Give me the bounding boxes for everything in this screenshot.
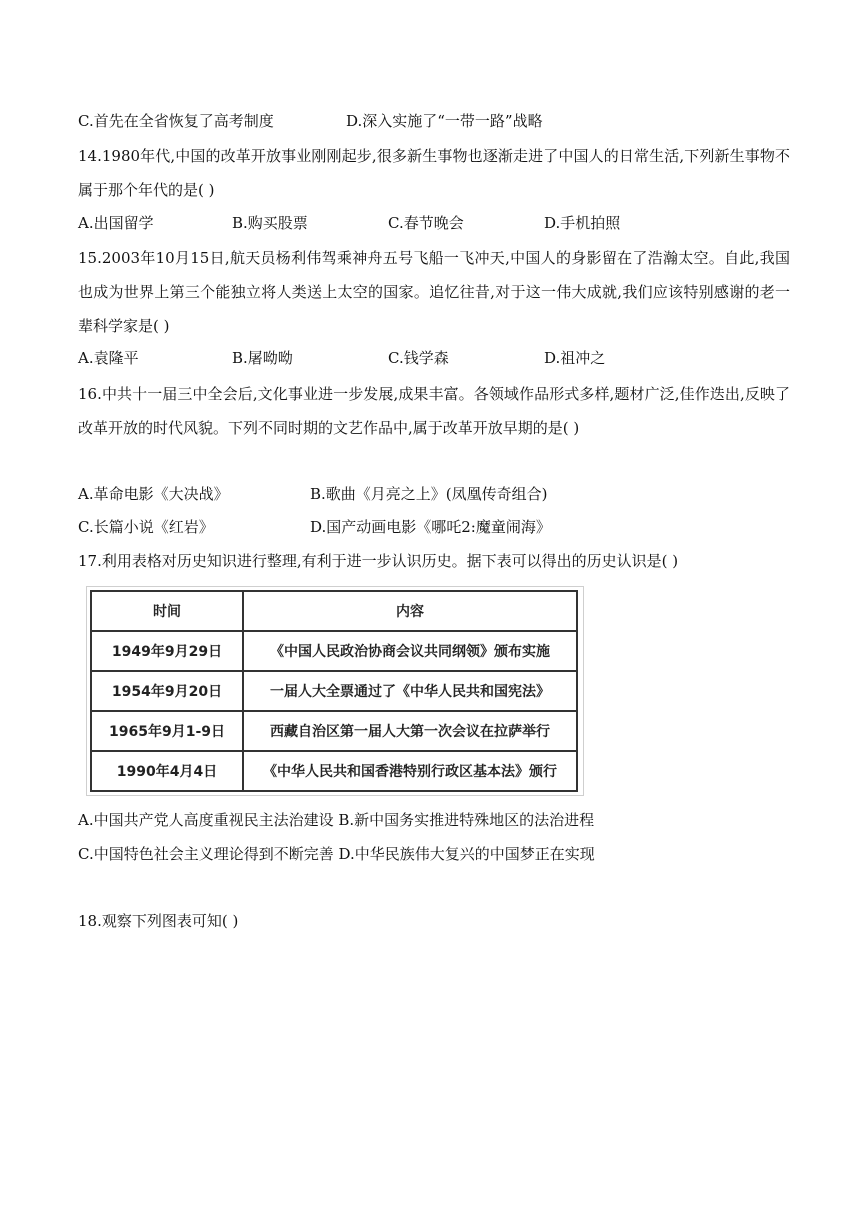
table-cell-content: 《中华人民共和国香港特别行政区基本法》颁行 xyxy=(243,751,577,791)
table-row xyxy=(91,751,577,791)
q15-option-d: D.祖冲之 xyxy=(544,349,606,367)
table-row xyxy=(91,711,577,751)
q17-stem: 17.利用表格对历史知识进行整理,有利于进一步认识历史。据下表可以得出的历史认识是( ) xyxy=(78,552,679,570)
q14-option-d: D.手机拍照 xyxy=(544,214,621,232)
table-cell-content: 一届人大全票通过了《中华人民共和国宪法》 xyxy=(243,671,577,711)
table-cell-time: 1965年9月1-9日 xyxy=(91,711,243,751)
q15-option-b: B.屠呦呦 xyxy=(232,349,293,367)
q16-option-a: A.革命电影《大决战》 xyxy=(78,485,229,503)
table-cell-time: 1954年9月20日 xyxy=(91,671,243,711)
table-cell-time: 1949年9月29日 xyxy=(91,631,243,671)
q14-option-c: C.春节晚会 xyxy=(388,214,464,232)
q16-stem: 16.中共十一届三中全会后,文化事业进一步发展,成果丰富。各领域作品形式多样,题材广泛,佳作迭出,反映了改革开放的时代风貌。下列不同时期的文艺作品中,属于改革开放早期的是( ) xyxy=(78,385,790,437)
q17-options-ab: A.中国共产党人高度重视民主法治建设 B.新中国务实推进特殊地区的法治进程 xyxy=(78,811,595,829)
q14-option-b: B.购买股票 xyxy=(232,214,308,232)
table-cell-time: 1990年4月4日 xyxy=(91,751,243,791)
q16-option-b: B.歌曲《月亮之上》(凤凰传奇组合) xyxy=(310,485,548,503)
table-cell-content: 西藏自治区第一届人大第一次会议在拉萨举行 xyxy=(243,711,577,751)
table-header-content: 内容 xyxy=(243,591,577,631)
table-header-time: 时间 xyxy=(91,591,243,631)
table-cell-content: 《中国人民政治协商会议共同纲领》颁布实施 xyxy=(243,631,577,671)
q15-option-c: C.钱学森 xyxy=(388,349,449,367)
q18-stem: 18.观察下列图表可知( ) xyxy=(78,912,239,930)
q13-option-c: C.首先在全省恢复了高考制度 xyxy=(78,112,274,130)
table-row xyxy=(91,631,577,671)
table-row xyxy=(91,671,577,711)
q13-option-d: D.深入实施了“一带一路”战略 xyxy=(346,112,543,130)
q15-stem: 15.2003年10月15日,航天员杨利伟驾乘神舟五号飞船一飞冲天,中国人的身影留在了浩瀚太空。自此,我国也成为世界上第三个能独立将人类送上太空的国家。追忆往昔,对于这一伟大成就,我们应该特别感谢的老一辈科学家是( ) xyxy=(78,249,790,335)
q17-options-cd: C.中国特色社会主义理论得到不断完善 D.中华民族伟大复兴的中国梦正在实现 xyxy=(78,845,595,863)
q15-option-a: A.袁隆平 xyxy=(78,349,139,367)
q14-stem: 14.1980年代,中国的改革开放事业刚刚起步,很多新生事物也逐渐走进了中国人的日常生活,下列新生事物不属于那个年代的是( ) xyxy=(78,147,790,199)
table-header-row xyxy=(91,591,577,631)
q16-option-d: D.国产动画电影《哪吒2:魔童闹海》 xyxy=(310,518,551,536)
q17-table xyxy=(90,590,578,792)
q14-option-a: A.出国留学 xyxy=(78,214,154,232)
q16-option-c: C.长篇小说《红岩》 xyxy=(78,518,214,536)
